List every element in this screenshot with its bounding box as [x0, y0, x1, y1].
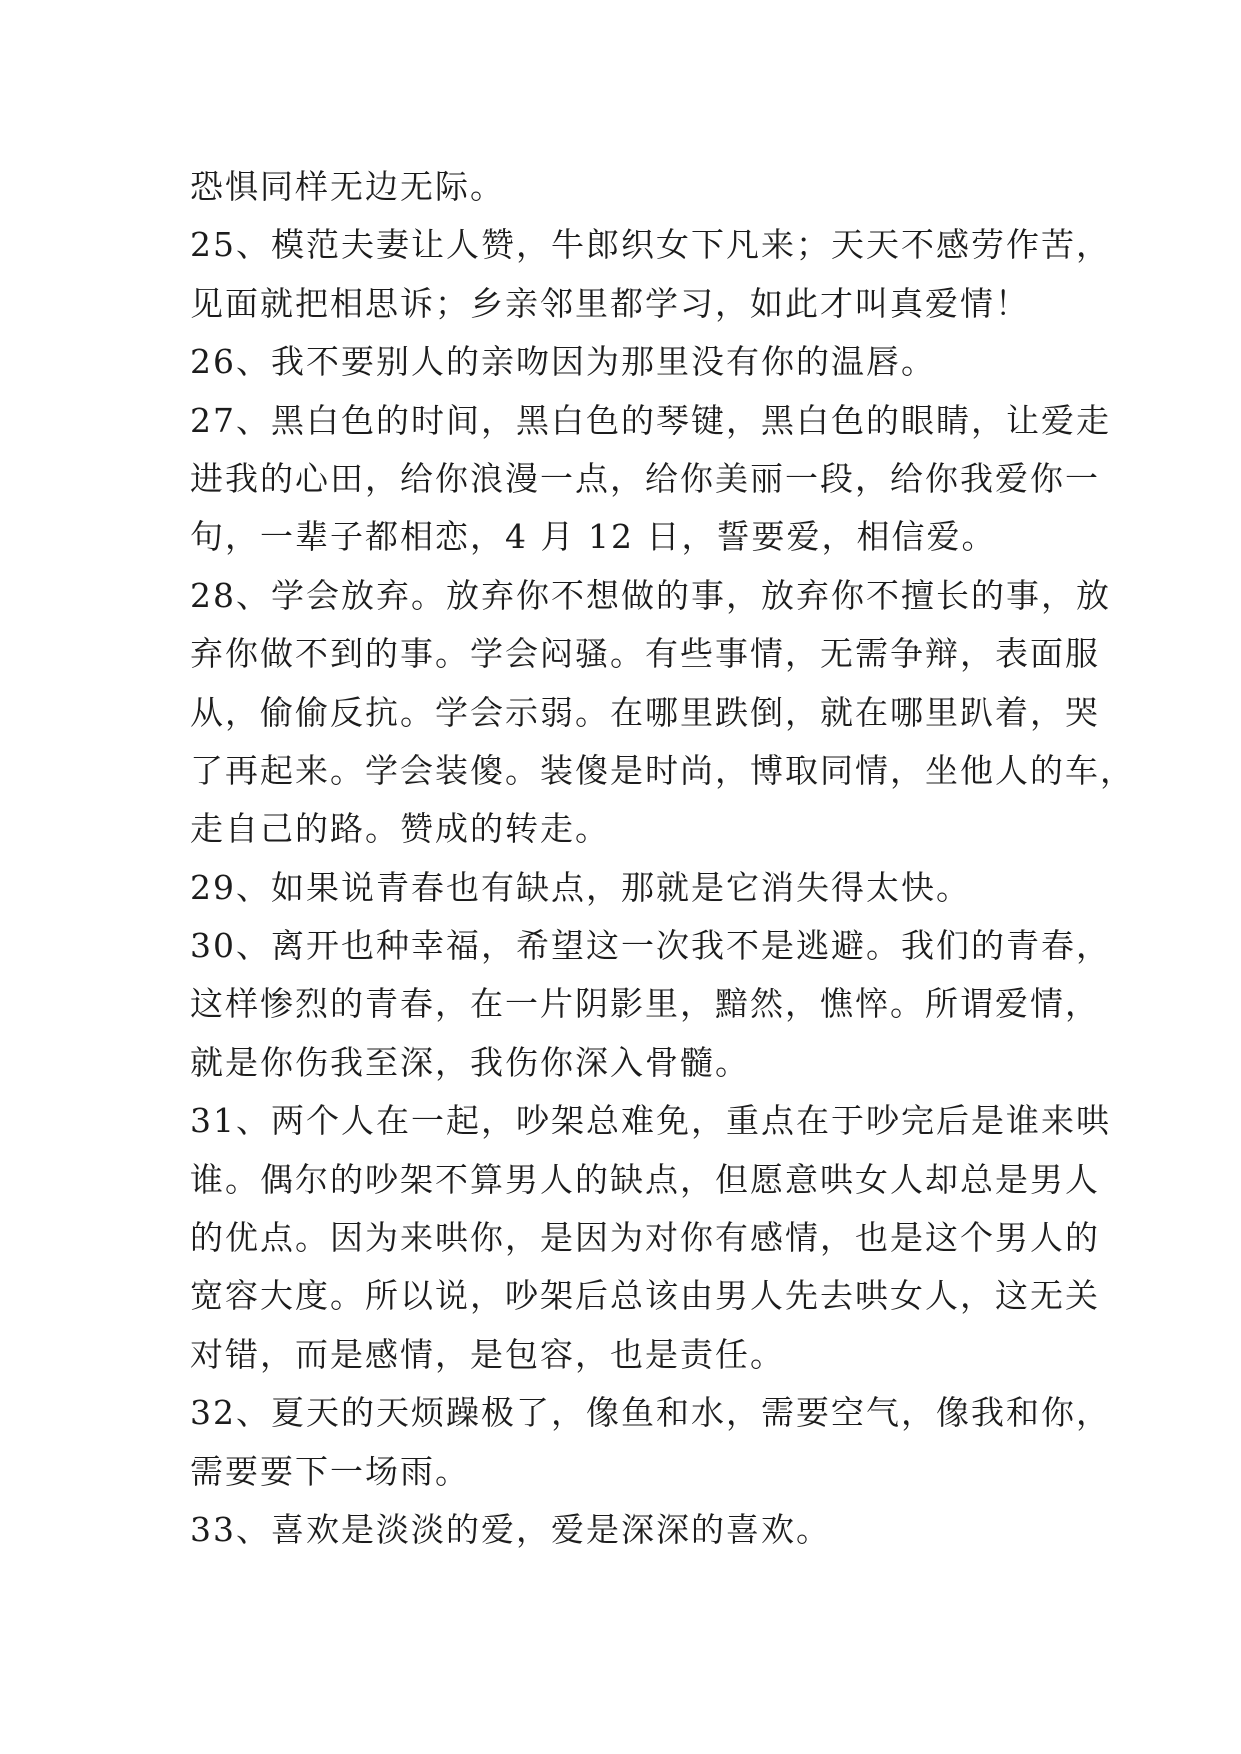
text-line: 这样惨烈的青春，在一片阴影里，黯然，憔悴。所谓爱情，	[190, 984, 1100, 1024]
text-line: 30、离开也种幸福，希望这一次我不是逃避。我们的青春，	[190, 926, 1111, 966]
text-line: 句，一辈子都相恋，4 月 12 日，誓要爱，相信爱。	[190, 517, 997, 557]
text-line: 26、我不要别人的亲吻因为那里没有你的温唇。	[190, 342, 936, 382]
text-line: 宽容大度。所以说，吵架后总该由男人先去哄女人，这无关	[190, 1276, 1100, 1316]
text-line: 28、学会放弃。放弃你不想做的事，放弃你不擅长的事，放	[190, 575, 1111, 615]
text-line: 33、喜欢是淡淡的爱，爱是深深的喜欢。	[190, 1509, 831, 1549]
text-line: 进我的心田，给你浪漫一点，给你美丽一段，给你我爱你一	[190, 458, 1100, 498]
text-line: 对错，而是感情，是包容，也是责任。	[190, 1334, 785, 1374]
text-line: 谁。偶尔的吵架不算男人的缺点，但愿意哄女人却总是男人	[190, 1159, 1100, 1199]
text-line: 见面就把相思诉；乡亲邻里都学习，如此才叫真爱情！	[190, 283, 1030, 323]
text-line: 25、模范夫妻让人赞，牛郎织女下凡来；天天不感劳作苦，	[190, 225, 1111, 265]
text-line: 从，偷偷反抗。学会示弱。在哪里跌倒，就在哪里趴着，哭	[190, 692, 1100, 732]
text-line: 32、夏天的天烦躁极了，像鱼和水，需要空气，像我和你，	[190, 1393, 1111, 1433]
text-line: 需要要下一场雨。	[190, 1451, 470, 1491]
text-line: 的优点。因为来哄你，是因为对你有感情，也是这个男人的	[190, 1218, 1100, 1258]
text-line: 走自己的路。赞成的转走。	[190, 809, 610, 849]
text-line: 27、黑白色的时间，黑白色的琴键，黑白色的眼睛，让爱走	[190, 400, 1111, 440]
text-line: 弃你做不到的事。学会闷骚。有些事情，无需争辩，表面服	[190, 634, 1100, 674]
text-line: 恐惧同样无边无际。	[190, 167, 505, 206]
document-body	[190, 158, 1135, 1559]
text-line: 29、如果说青春也有缺点，那就是它消失得太快。	[190, 867, 971, 907]
text-line: 就是你伤我至深，我伤你深入骨髓。	[190, 1042, 750, 1082]
text-line: 31、两个人在一起，吵架总难免，重点在于吵完后是谁来哄	[190, 1101, 1111, 1141]
text-line: 了再起来。学会装傻。装傻是时尚，博取同情，坐他人的车，	[190, 750, 1135, 790]
